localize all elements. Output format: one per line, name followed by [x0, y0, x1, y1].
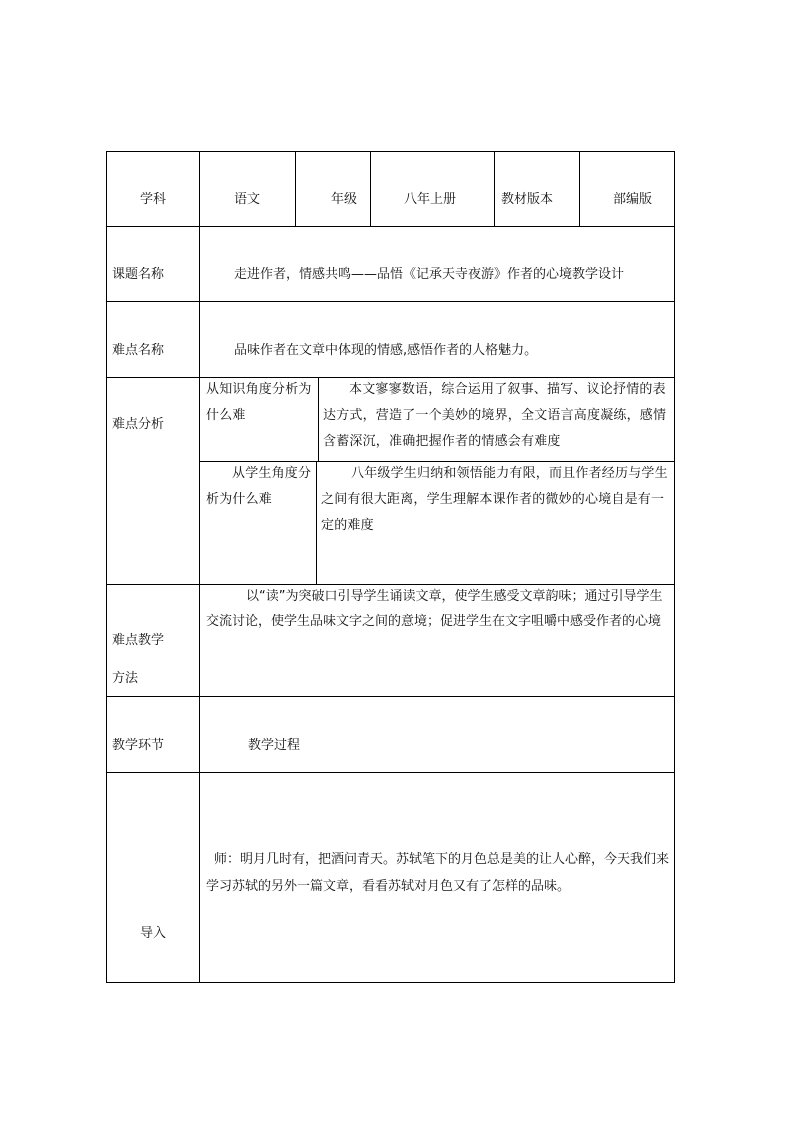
- steps-label: 教学环节: [112, 738, 165, 753]
- difficulty-label: 难点名称: [112, 343, 165, 358]
- edition-label: 教材版本: [501, 192, 554, 207]
- table-rule: [318, 377, 319, 462]
- knowledge-angle-text: 本文寥寥数语，综合运用了叙事、描写、议论抒情的表达方式，营造了一个美妙的境界，全文语言高度凝练，感情含蓄深沉，准确把握作者的情感会有难度: [323, 382, 667, 449]
- table-rule: [106, 151, 675, 152]
- method-label: 难点教学方法: [112, 633, 165, 686]
- student-angle-label: 从学生角度分析为什么难: [206, 466, 312, 507]
- table-rule: [295, 151, 296, 227]
- topic-value: 走进作者，情感共鸣——品悟《记承天寺夜游》作者的心境教学设计: [234, 267, 625, 282]
- intro-text: 师：明月几时有，把酒问青天。苏轼笔下的月色总是美的让人心醉，今天我们来学习苏轼的另外一篇文章，看看苏轼对月色又有了怎样的品味。: [206, 852, 670, 894]
- table-rule: [106, 301, 675, 302]
- table-rule: [106, 772, 675, 773]
- table-rule: [579, 151, 580, 227]
- table-rule: [106, 696, 675, 697]
- subject-label: 学科: [140, 192, 167, 207]
- table-rule: [106, 226, 675, 227]
- table-rule: [494, 151, 495, 227]
- student-angle-text: 八年级学生归纳和领悟能力有限，而且作者经历与学生之间有很大距离，学生理解本课作者的微妙的心境自是有一定的难度: [321, 466, 668, 533]
- method-text: 以“读”为突破口引导学生诵读文章，使学生感受文章韵味；通过引导学生交流讨论，使学生品味文字之间的意境；促进学生在文字咀嚼中感受作者的心境: [206, 589, 663, 629]
- topic-label: 课题名称: [112, 267, 165, 282]
- difficulty-value: 品味作者在文章中体现的情感,感悟作者的人格魅力。: [234, 343, 538, 358]
- table-rule: [370, 151, 371, 227]
- table-rule: [316, 461, 317, 585]
- grade-value: 八年上册: [404, 192, 457, 207]
- table-rule: [106, 151, 107, 983]
- edition-value: 部编版: [613, 192, 653, 207]
- grade-label: 年级: [331, 192, 358, 207]
- subject-value: 语文: [234, 192, 261, 207]
- steps-value: 教学过程: [248, 738, 301, 753]
- knowledge-angle-label: 从知识角度分析为什么难: [206, 382, 312, 423]
- table-rule: [674, 151, 675, 983]
- analysis-label: 难点分析: [112, 417, 165, 432]
- table-rule: [106, 982, 675, 983]
- intro-label: 导入: [140, 926, 167, 941]
- table-rule: [199, 151, 200, 983]
